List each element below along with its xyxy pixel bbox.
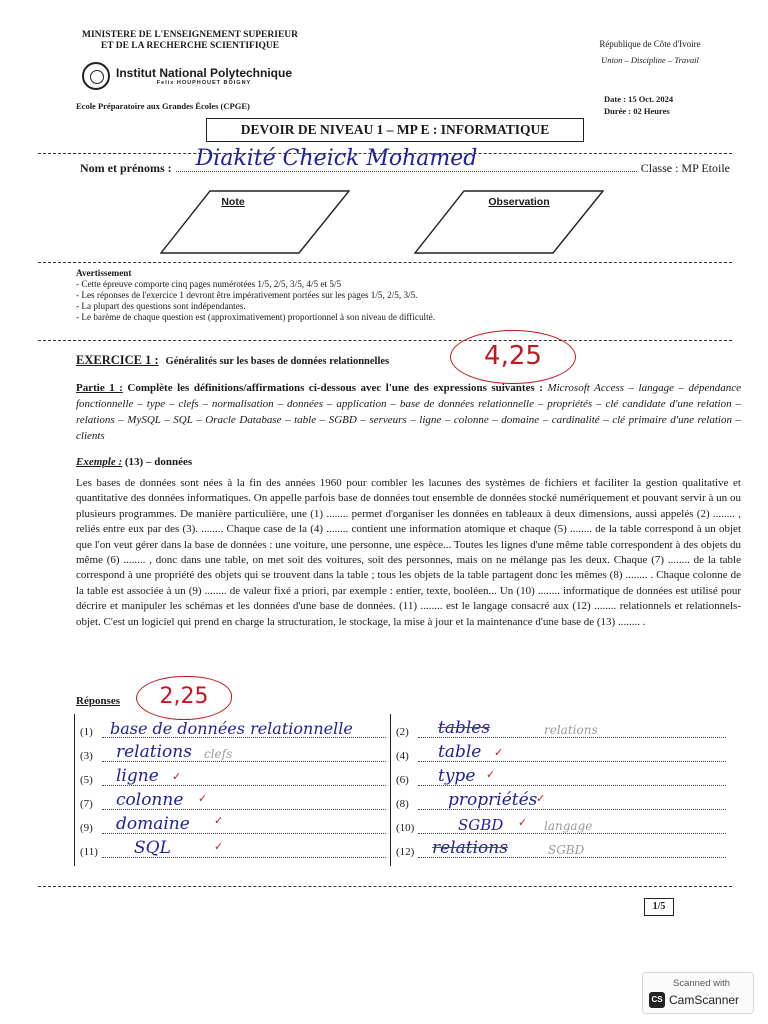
answer-text: SGBD: [458, 816, 504, 834]
answer-row-6: [396, 762, 726, 786]
answer-row-9: [80, 810, 386, 834]
answers-label: Réponses: [76, 695, 121, 707]
answer-num: (2): [396, 726, 409, 738]
scanner-brand: CamScanner: [669, 993, 740, 1007]
name-field[interactable]: [176, 146, 637, 172]
ministry-header: [60, 30, 320, 52]
exam-title: DEVOIR DE NIVEAU 1 – MP E : INFORMATIQUE: [206, 118, 584, 142]
answer-row-4: [396, 738, 726, 762]
answer-text: tables: [438, 718, 491, 738]
table-border-left: [74, 714, 75, 866]
exam-duration: Durée : 02 Heures: [604, 106, 670, 116]
exercise-heading: [76, 353, 389, 368]
country-name: République de Côte d'Ivoire: [599, 39, 701, 49]
scanner-caption: Scanned with: [673, 978, 731, 989]
answer-row-7: [80, 786, 386, 810]
exercise-title: Généralités sur les bases de données relationnelles: [165, 356, 390, 367]
answer-num: (11): [80, 846, 98, 858]
answer-row-2: [396, 714, 726, 738]
answers-table: [74, 714, 734, 866]
divider: [38, 886, 732, 887]
check-mark-icon: ✓: [486, 768, 496, 781]
answer-text: relations: [432, 838, 508, 858]
pencil-note: clefs: [204, 747, 233, 761]
student-name: Diakité Cheick Mohamed: [195, 146, 478, 171]
pencil-note: relations: [544, 723, 598, 737]
answer-text: propriétés: [448, 790, 538, 810]
answer-field-12[interactable]: [418, 838, 726, 858]
answer-field-1[interactable]: [102, 719, 386, 738]
answer-text: relations: [116, 742, 192, 762]
page-number: 1/5: [644, 898, 674, 916]
answer-field-5[interactable]: [102, 766, 386, 786]
check-mark-icon: ✓: [172, 770, 182, 783]
country-header: [585, 36, 715, 68]
expression-list: Microsoft Access – langage – dépendance fonctionnelle – type – clefs – normalisation – données – application – base de données relationnelle – propriétés – clé candidate d'une relation – relations – MySQL – SQL – Oracle Database – table – SGBD – serveurs – ligne – colonne – domaine – cardinalité – clé primaire d'une relation – clients: [76, 382, 742, 442]
warning-block: [76, 268, 435, 323]
exercise-label: EXERCICE 1 :: [76, 353, 159, 367]
answer-row-8: [396, 786, 726, 810]
answer-text: ligne: [116, 766, 159, 786]
check-mark-icon: ✓: [494, 746, 504, 759]
check-mark-icon: ✓: [214, 814, 224, 827]
ministry-line-1: MINISTERE DE L'ENSEIGNEMENT SUPERIEUR: [82, 30, 298, 40]
observation-label: Observation: [488, 196, 550, 208]
warning-item: - Cette épreuve comporte cinq pages numérotées 1/5, 2/5, 3/5, 4/5 et 5/5: [76, 279, 342, 289]
answer-num: (1): [80, 726, 93, 738]
school-name: Ecole Préparatoire aux Grandes Écoles (CPGE): [76, 101, 250, 111]
answer-text: domaine: [116, 814, 190, 834]
example-value: (13) – données: [124, 456, 193, 468]
answer-text: SQL: [134, 838, 171, 858]
answer-num: (8): [396, 798, 409, 810]
answers-score: 2,25: [136, 676, 232, 720]
answer-row-10: [396, 810, 726, 834]
name-row: [80, 146, 730, 176]
answer-row-5: [80, 762, 386, 786]
exercise-text: Les bases de données sont nées à la fin des années 1960 pour combler les lacunes des systèmes de fichiers et faciliter la gestion qualitative et quantitative des données informatiques. On appelle parfois base de données tout ensemble de données stocké numériquement et pouvant servir à un ou plusieurs programmes. De manière particulière, une (1) ........ permet d'organiser les données en tableaux à deux dimensions, aussi appelés (2) ........ , reliés entre eux par des (3). ........ Chaque case de la (4) ........ contient une information atomique et chaque (5) ........ de la table correspond à un objet que l'on veut gérer dans la base de données : une voiture, une personne, une espèce... Toutes les lignes d'une même table correspondent à des objets du même (6) ........ , donc dans une table, on met soit des voitures, soit des personnes, mais on ne mélange pas les deux. Chaque (7) ........ de la table correspond à une propriété des objets qui se trouvent dans la table ; tous les objets de la table partagent donc les mêmes (8) ........ . Chaque colonne de la table est associée à un (9) ........ de valeur fixé a priori, par exemple : entier, texte, booléen... Un (10) ........ informatique de données est utilisé pour décrire et manipuler les schémas et les données d'une base de données. (11) ........ est le langage consacré aux (12) ........ relationnels et relationnels-objet. C'est un logiciel qui prend en charge la structuration, le stockage, la mise à jour et la maintenance d'une base de (13) ........ .: [76, 477, 741, 628]
institute-logo-block: [82, 62, 292, 90]
answer-field-10[interactable]: [418, 818, 726, 834]
answer-field-7[interactable]: [102, 790, 386, 810]
example-label: Exemple :: [76, 456, 123, 468]
name-label: Nom et prénoms :: [80, 161, 172, 175]
answer-text: colonne: [116, 790, 184, 810]
institute-subtitle: Felix HOUPHOUET BOIGNY: [156, 80, 252, 86]
answer-num: (6): [396, 774, 409, 786]
table-border-middle: [390, 714, 391, 866]
answer-field-11[interactable]: [102, 838, 386, 858]
check-mark-icon: ✓: [214, 840, 224, 853]
exercise-score: 4,25: [450, 330, 576, 384]
institute-name: Institut National Polytechnique: [116, 66, 293, 80]
answer-num: (9): [80, 822, 93, 834]
class-label: Classe : MP Etoile: [640, 161, 730, 175]
answer-field-4[interactable]: [418, 742, 726, 762]
answer-field-6[interactable]: [418, 766, 726, 786]
answer-num: (4): [396, 750, 409, 762]
answer-row-11: [80, 834, 386, 858]
note-box: [160, 190, 350, 252]
warning-item: - Le barème de chaque question est (approximativement) proportionnel à son niveau de difficulté.: [76, 312, 436, 322]
answer-num: (7): [80, 798, 93, 810]
camscanner-watermark: [642, 972, 754, 1014]
country-motto: Union – Discipline – Travail: [601, 55, 699, 65]
example-line: [76, 456, 192, 468]
divider: [38, 262, 732, 263]
answer-num: (5): [80, 774, 93, 786]
observation-box: [414, 190, 604, 252]
answer-num: (12): [396, 846, 415, 858]
divider: [38, 340, 732, 341]
camscanner-logo-icon: CS: [649, 992, 665, 1008]
answer-field-2[interactable]: [418, 718, 726, 738]
answer-row-12: [396, 834, 726, 858]
part-instruction: Complète les définitions/affirmations ci-dessous avec l'une des expressions suivantes :: [127, 382, 543, 394]
ministry-line-2: ET DE LA RECHERCHE SCIENTIFIQUE: [100, 41, 280, 51]
answer-text: table: [438, 742, 482, 762]
answer-text: type: [438, 766, 476, 786]
inp-logo-icon: [82, 62, 110, 90]
answer-text: base de données relationnelle: [110, 719, 353, 738]
pencil-note: SGBD: [548, 843, 585, 857]
part-1-instructions: [76, 380, 741, 444]
answer-row-3: [80, 738, 386, 762]
answer-num: (10): [396, 822, 415, 834]
warning-item: - Les réponses de l'exercice 1 devront être impérativement portées sur les pages 1/5, 2/5, 3/5.: [76, 290, 418, 300]
exam-date-block: [604, 93, 673, 117]
answer-num: (3): [80, 750, 93, 762]
answer-row-1: [80, 714, 386, 738]
answer-field-3[interactable]: [102, 742, 386, 762]
answer-field-9[interactable]: [102, 814, 386, 834]
check-mark-icon: ✓: [536, 792, 546, 805]
warning-item: - La plupart des questions sont indépendantes.: [76, 301, 246, 311]
check-mark-icon: ✓: [518, 816, 528, 829]
part-label: Partie 1 :: [76, 382, 123, 394]
warning-title: Avertissement: [76, 268, 132, 278]
note-label: Note: [221, 196, 245, 208]
answer-field-8[interactable]: [418, 790, 726, 810]
pencil-note: langage: [544, 819, 593, 833]
check-mark-icon: ✓: [198, 792, 208, 805]
exam-date: Date : 15 Oct. 2024: [604, 94, 674, 104]
